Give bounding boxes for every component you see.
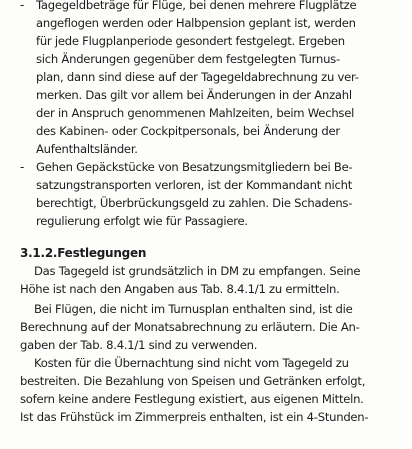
text-line: für jede Flugplanperiode gesondert festgelegt. Ergeben [36,34,345,48]
text-line: Aufenthaltsländer. [36,142,138,156]
text-line: satzungstransporten verloren, ist der Kommandant nicht [36,178,353,192]
text-line: der in Anspruch genommenen Mahlzeiten, beim Wechsel [36,106,355,120]
text-line: plan, dann sind diese auf der Tagegeldabrechnung zu ver- [36,70,359,84]
text-line: gaben der Tab. 8.4.1/1 sind zu verwenden. [20,338,258,352]
text-line: Das Tagegeld ist grundsätzlich in DM zu empfangen. Seine [34,264,361,278]
text-line: berechtigt, Überbrückungsgeld zu zahlen. Die Schadens- [36,196,353,210]
list-bullet: - [20,0,25,12]
text-line: Berechnung auf der Monatsabrechnung zu erläutern. Die An- [20,320,360,334]
text-line: merken. Das gilt vor allem bei Änderungen in der Anzahl [36,88,352,102]
text-line: angeflogen werden oder Halbpension geplant ist, werden [36,16,356,30]
text-line: sich Änderungen gegenüber dem festgelegten Turnus- [36,52,340,66]
text-line: Kosten für die Übernachtung sind nicht vom Tagegeld zu [34,356,349,370]
text-line: des Kabinen- oder Cockpitpersonals, bei Änderung der [36,124,340,138]
text-line: regulierung erfolgt wie für Passagiere. [36,214,248,228]
text-line: Höhe ist nach den Angaben aus Tab. 8.4.1/1 zu ermitteln. [20,282,340,296]
section-heading: 3.1.2.Festlegungen [20,246,147,260]
text-line: Gehen Gepäckstücke von Besatzungsmitgliedern bei Be- [36,160,353,174]
text-line: bestreiten. Die Bezahlung von Speisen und Getränken erfolgt, [20,374,366,388]
text-line: Bei Flügen, die nicht im Turnusplan enthalten sind, ist die [34,302,353,316]
text-line: Ist das Frühstück im Zimmerpreis enthalten, ist ein 4-Stunden- [20,410,369,424]
text-line: Tagegeldbeträge für Flüge, bei denen mehrere Flugplätze [36,0,357,12]
list-bullet: - [20,160,25,174]
text-line: sofern keine andere Festlegung existiert, aus eigenen Mitteln. [20,392,364,406]
